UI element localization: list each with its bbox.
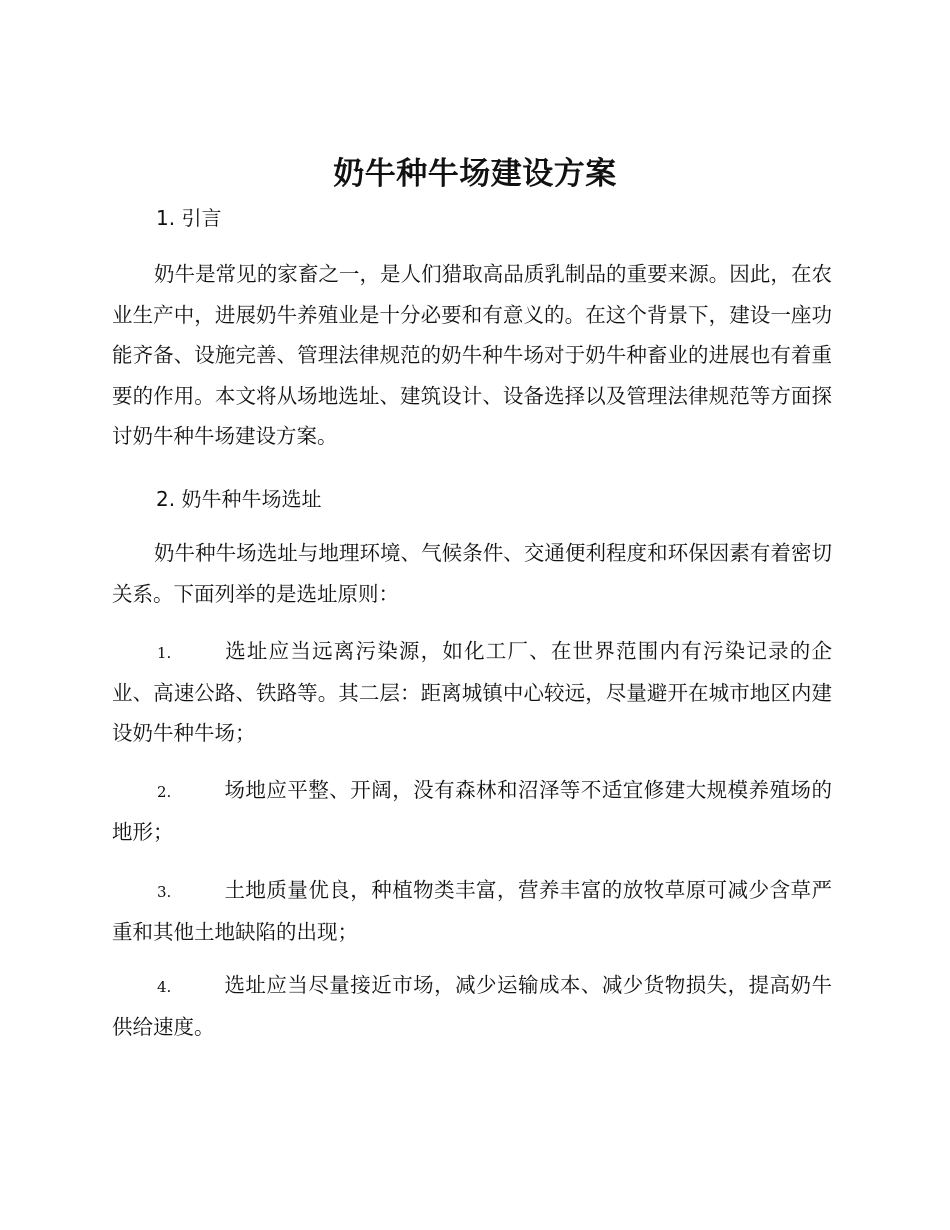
list-item [112,965,832,1047]
list-item-number: 2. [157,783,172,801]
section-heading-site-selection: 2. 奶牛种牛场选址 [156,487,322,511]
list-item [112,631,832,753]
document-title: 奶牛种牛场建设方案 [333,156,617,192]
list-item-text: 选址应当远离污染源，如化工厂、在世界范围内有污染记录的企业、高速公路、铁路等。其二层：距离城镇中心较远，尽量避开在城市地区内建设奶牛种牛场； [112,639,832,745]
section-heading-introduction: 1. 引言 [156,206,222,230]
site-selection-paragraph: 奶牛种牛场选址与地理环境、气候条件、交通便利程度和环保因素有着密切关系。下面列举的是选址原则： [112,541,832,606]
introduction-paragraph: 奶牛是常见的家畜之一，是人们猎取高品质乳制品的重要来源。因此，在农业生产中，进展奶牛养殖业是十分必要和有意义的。在这个背景下，建设一座功能齐备、设施完善、管理法律规范的奶牛种牛场对于奶牛种畜业的进展也有着重要的作用。本文将从场地选址、建筑设计、设备选择以及管理法律规范等方面探讨奶牛种牛场建设方案。 [112,262,832,448]
list-item-number: 3. [157,883,172,901]
list-item-text: 土地质量优良，种植物类丰富，营养丰富的放牧草原可减少含草严重和其他土地缺陷的出现； [112,878,832,944]
list-item-number: 1. [157,644,172,662]
list-item-text: 场地应平整、开阔，没有森林和沼泽等不适宜修建大规模养殖场的地形； [112,778,832,844]
list-item-text: 选址应当尽量接近市场，减少运输成本、减少货物损失，提高奶牛供给速度。 [112,973,832,1039]
list-item [112,770,832,852]
list-item-number: 4. [157,978,172,996]
list-item [112,870,832,952]
